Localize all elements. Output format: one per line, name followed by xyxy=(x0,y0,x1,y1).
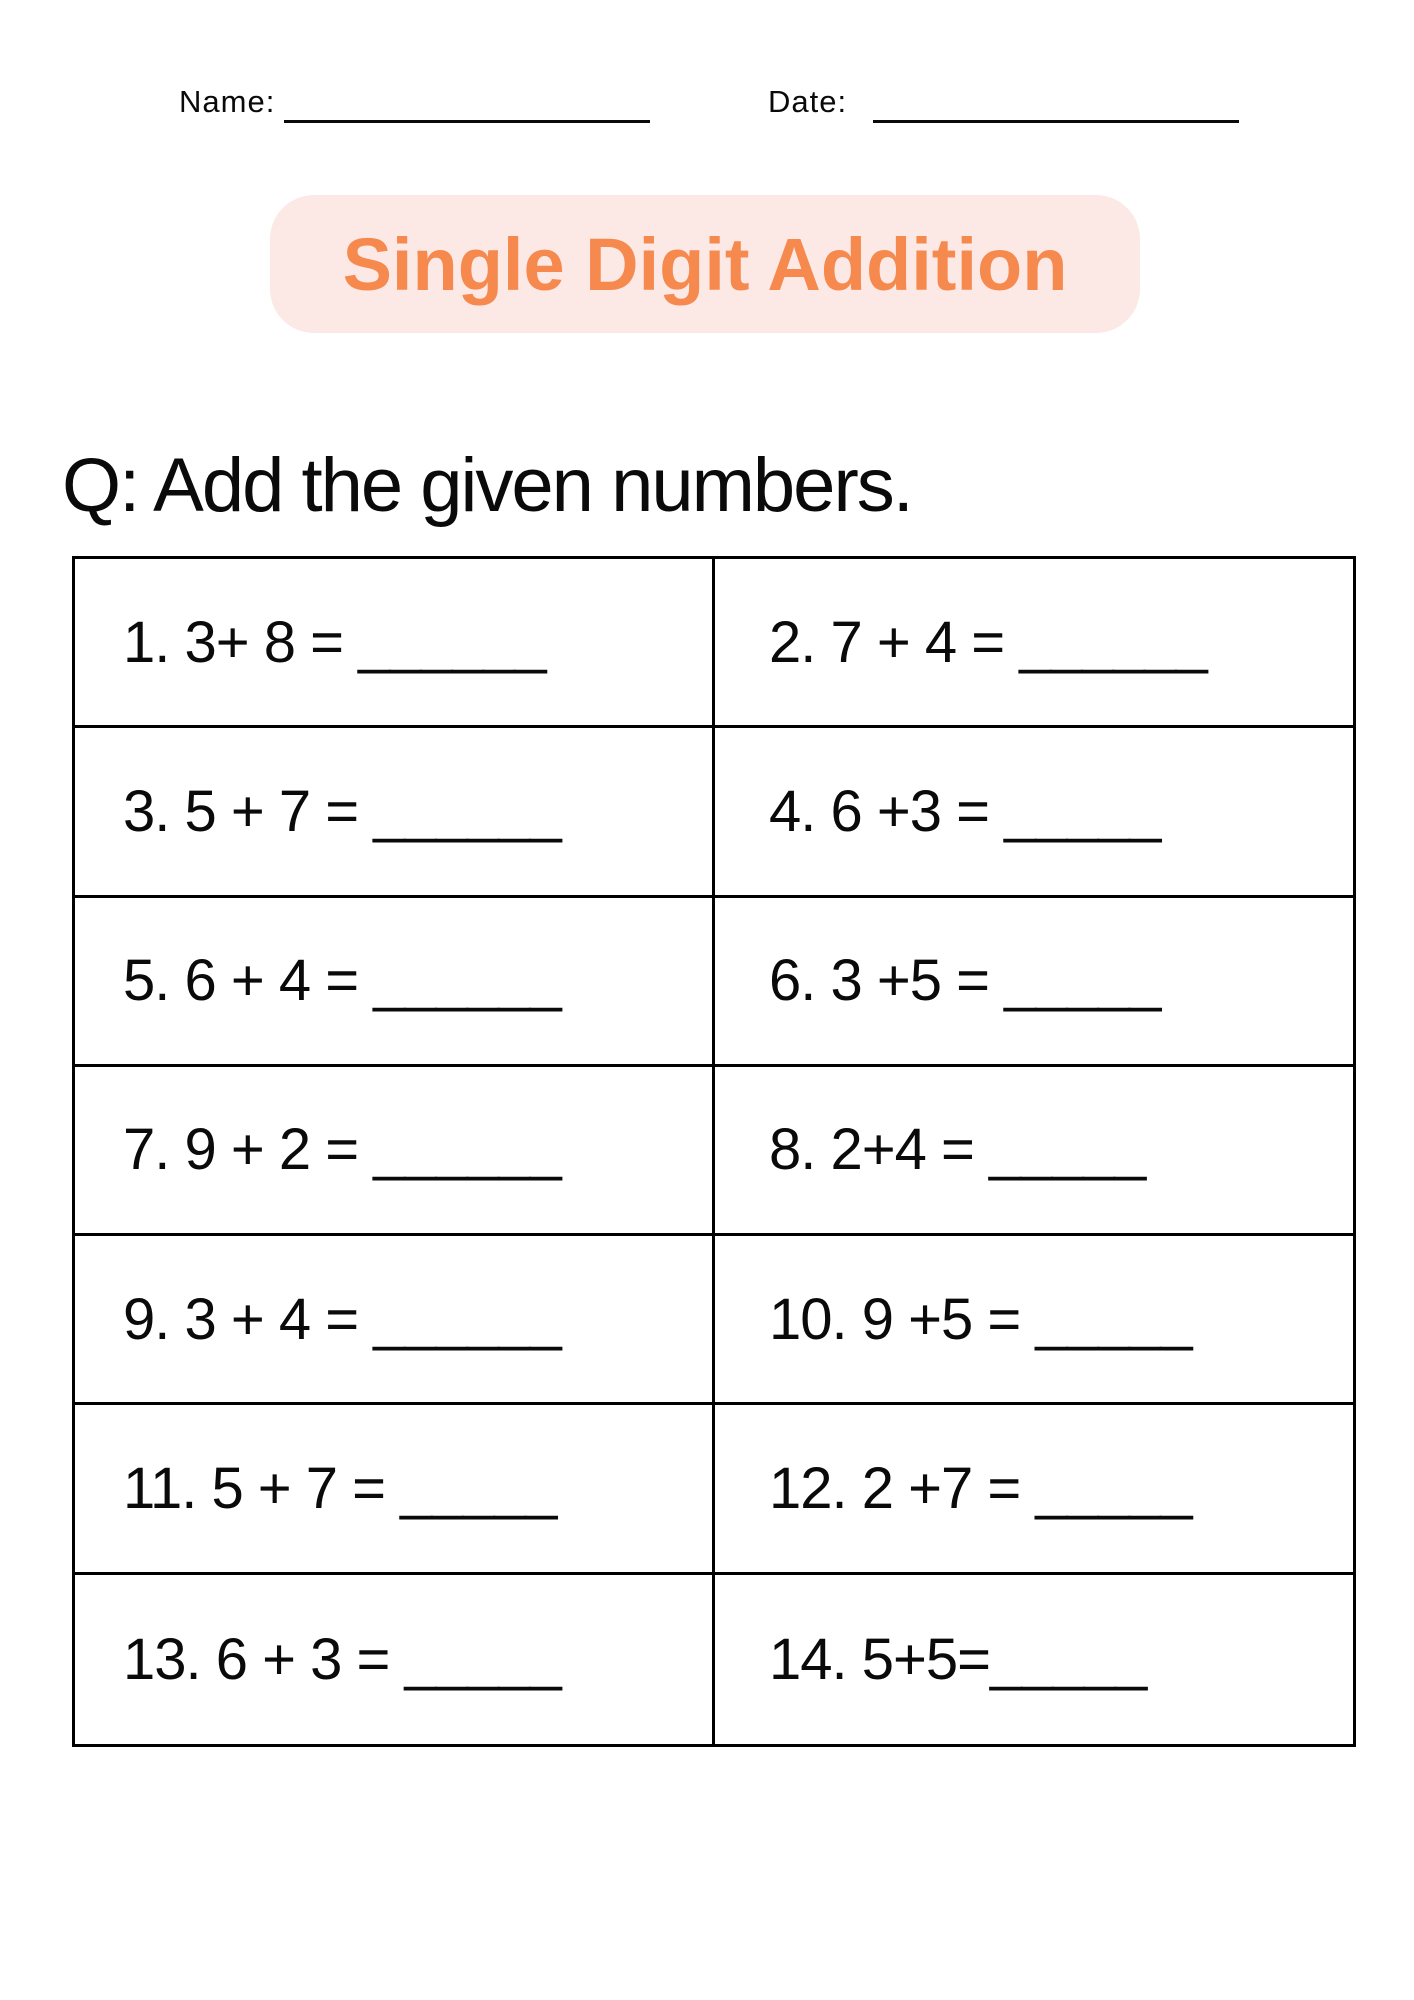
problem-5: 5. 6 + 4 = ______ xyxy=(75,898,715,1067)
problem-10: 10. 9 +5 = _____ xyxy=(715,1236,1353,1405)
question-heading: Q: Add the given numbers. xyxy=(62,443,912,528)
problem-4: 4. 6 +3 = _____ xyxy=(715,728,1353,897)
name-label: Name: xyxy=(179,84,276,119)
date-underline xyxy=(873,120,1239,123)
problem-12: 12. 2 +7 = _____ xyxy=(715,1405,1353,1574)
title-badge xyxy=(270,195,1140,333)
problem-8: 8. 2+4 = _____ xyxy=(715,1067,1353,1236)
problem-11: 11. 5 + 7 = _____ xyxy=(75,1405,715,1574)
problem-9: 9. 3 + 4 = ______ xyxy=(75,1236,715,1405)
page-title: Single Digit Addition xyxy=(342,222,1068,306)
problems-table xyxy=(72,556,1356,1747)
problem-6: 6. 3 +5 = _____ xyxy=(715,898,1353,1067)
problem-14: 14. 5+5=_____ xyxy=(769,1626,1147,1692)
date-label: Date: xyxy=(768,84,848,119)
name-underline xyxy=(284,120,650,123)
problem-7: 7. 9 + 2 = ______ xyxy=(75,1067,715,1236)
problem-1: 1. 3+ 8 = ______ xyxy=(75,559,715,728)
problem-13: 13. 6 + 3 = _____ xyxy=(75,1575,715,1744)
problem-2: 2. 7 + 4 = ______ xyxy=(715,559,1353,728)
problem-3: 3. 5 + 7 = ______ xyxy=(75,728,715,897)
